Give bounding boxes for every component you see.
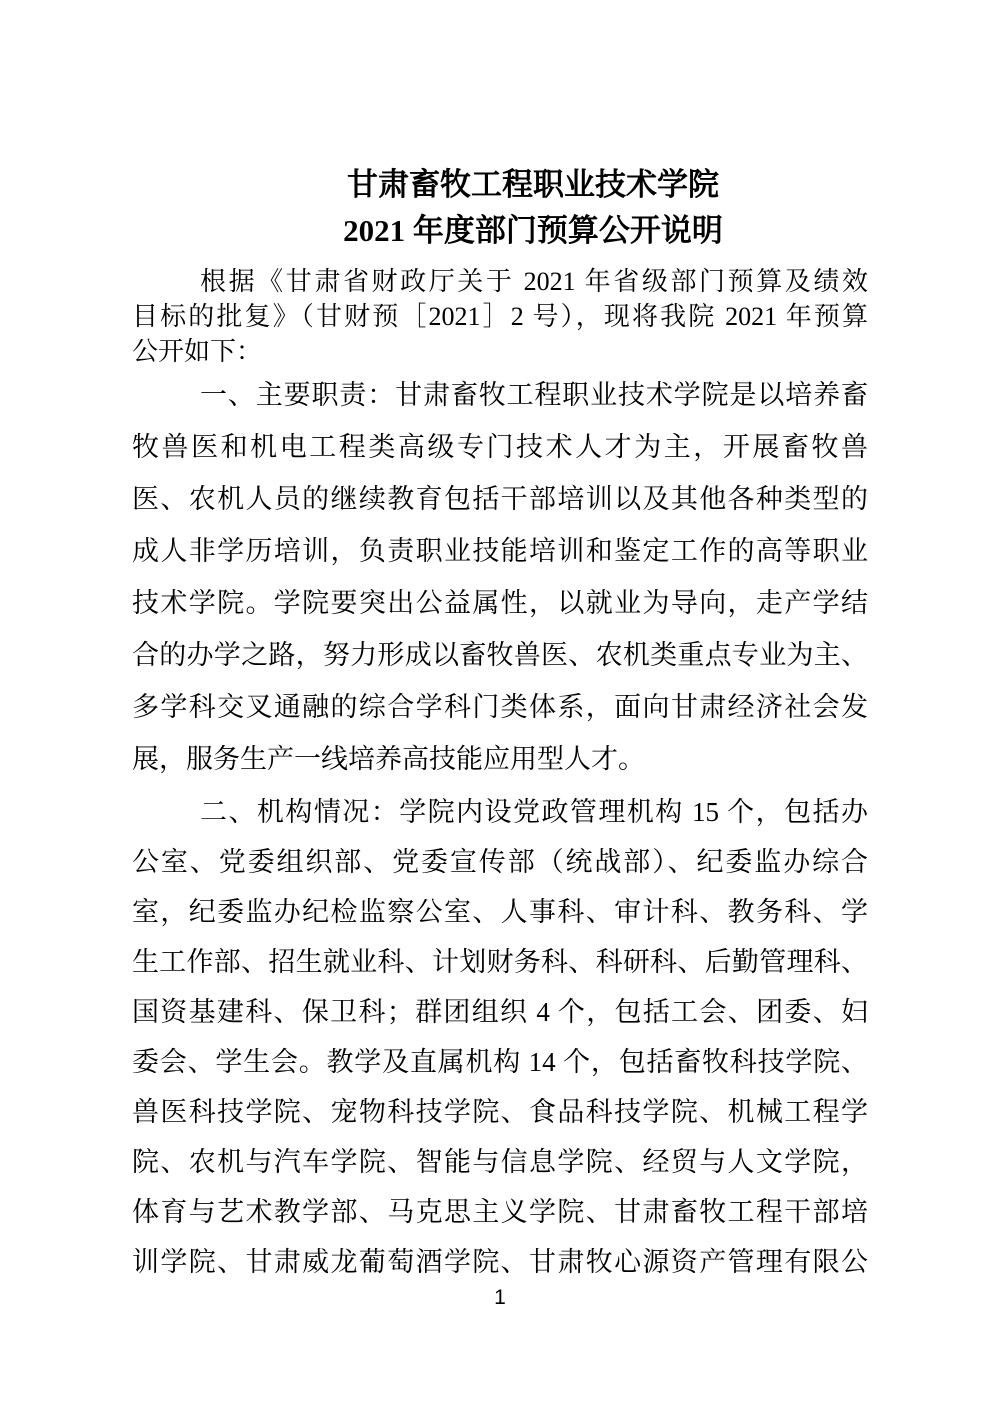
text-line: 院、农机与汽车学院、智能与信息学院、经贸与人文学院， <box>132 1147 868 1177</box>
text-line: 一、主要职责：甘肃畜牧工程职业技术学院是以培养畜 <box>200 380 868 410</box>
text-line: 室，纪委监办纪检监察公室、人事科、审计科、教务科、学 <box>132 897 868 927</box>
text-line: 展，服务生产一线培养高技能应用型人才。 <box>132 744 645 774</box>
text-line: 根据《甘肃省财政厅关于 2021 年省级部门预算及绩效 <box>200 267 868 296</box>
text-line: 技术学院。学院要突出公益属性，以就业为导向，走产学结 <box>132 588 868 618</box>
text-line: 生工作部、招生就业科、计划财务科、科研科、后勤管理科、 <box>132 947 868 977</box>
text-line: 多学科交叉通融的综合学科门类体系，面向甘肃经济社会发 <box>132 692 868 722</box>
text-line: 兽医科技学院、宠物科技学院、食品科技学院、机械工程学 <box>132 1097 868 1127</box>
text-line: 二、机构情况：学院内设党政管理机构 15 个，包括办 <box>200 797 868 827</box>
document-title: 甘肃畜牧工程职业技术学院 <box>347 167 719 202</box>
paragraph-organization <box>132 787 868 1287</box>
text-line: 公开如下： <box>132 337 263 366</box>
text-line: 体育与艺术教学部、马克思主义学院、甘肃畜牧工程干部培 <box>132 1197 868 1227</box>
text-line: 成人非学历培训，负责职业技能培训和鉴定工作的高等职业 <box>132 536 868 566</box>
text-line: 目标的批复》（甘财预［2021］2 号），现将我院 2021 年预算 <box>132 302 868 331</box>
text-line: 训学院、甘肃威龙葡萄酒学院、甘肃牧心源资产管理有限公 <box>132 1247 868 1277</box>
text-line: 委会、学生会。教学及直属机构 14 个，包括畜牧科技学院、 <box>132 1047 868 1077</box>
page-number: 1 <box>494 1286 506 1309</box>
paragraph-intro <box>132 264 868 369</box>
document-subtitle: 2021 年度部门预算公开说明 <box>343 213 723 248</box>
text-line: 公室、党委组织部、党委宣传部（统战部）、纪委监办综合 <box>132 847 868 877</box>
text-line: 国资基建科、保卫科；群团组织 4 个，包括工会、团委、妇 <box>132 997 868 1027</box>
text-line: 医、农机人员的继续教育包括干部培训以及其他各种类型的 <box>132 484 868 514</box>
text-line: 牧兽医和机电工程类高级专门技术人才为主，开展畜牧兽 <box>132 432 868 462</box>
paragraph-main-duties <box>132 369 868 785</box>
text-line: 合的办学之路，努力形成以畜牧兽医、农机类重点专业为主、 <box>132 640 868 670</box>
